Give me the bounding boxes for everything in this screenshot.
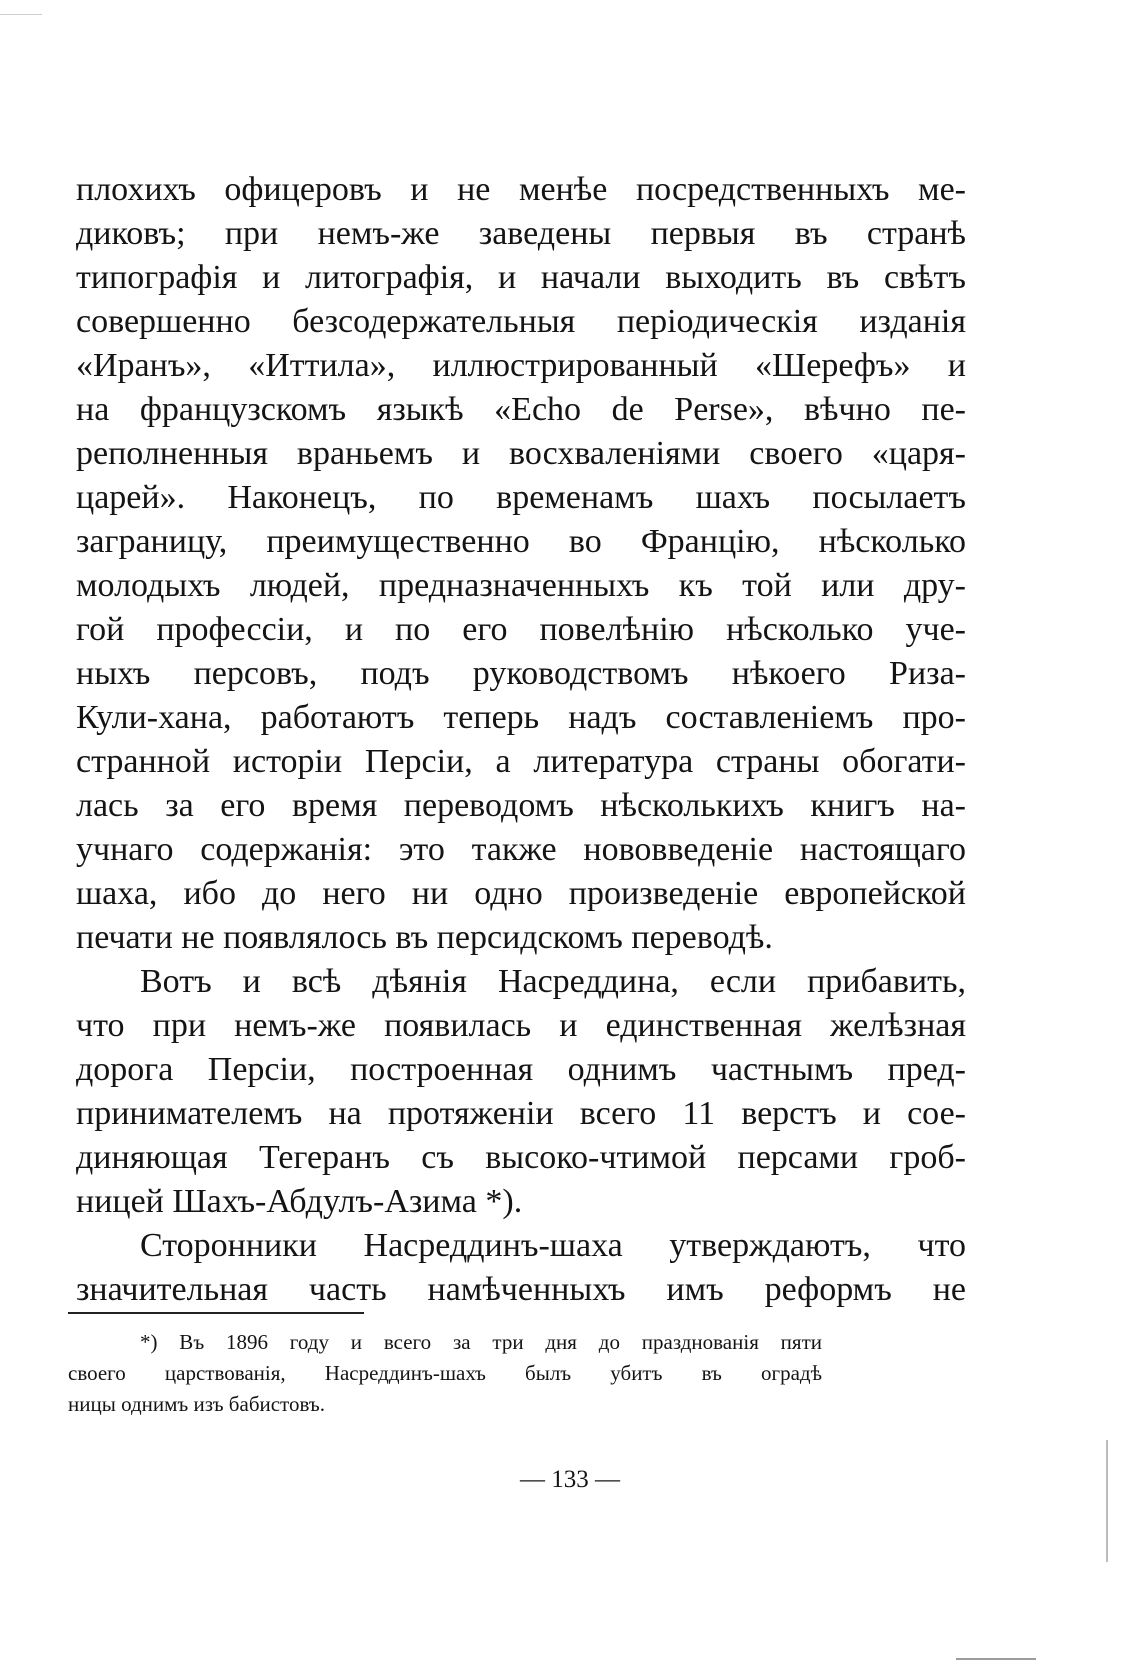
footnote [68,1327,822,1420]
body-line: что при немъ-же появилась и единственная желѣзная [76,1007,966,1044]
body-line: шаха, ибо до него ни одно произведеніе европейской [76,875,966,912]
body-line: молодыхъ людей, предназначенныхъ къ той или дру- [76,567,966,604]
body-line: гой профессіи, и по его повелѣнію нѣсколько уче- [76,611,966,648]
body-line: печати не появлялось въ персидскомъ переводѣ. [76,919,773,956]
footnote-line: ницы однимъ изъ бабистовъ. [68,1392,325,1416]
footnote-line: своего царствованія, Насреддинъ-шахъ былъ убитъ въ оградѣ [68,1361,822,1385]
body-line: плохихъ офицеровъ и не менѣе посредственныхъ ме- [76,171,966,208]
body-line: ныхъ персовъ, подъ руководствомъ нѣкоего Риза- [76,655,966,692]
body-line: дорога Персіи, построенная однимъ частнымъ пред- [76,1051,966,1088]
body-line: на французскомъ языкѣ «Echo de Perse», вѣчно пе- [76,391,966,428]
page-number: — 133 — [520,1466,620,1493]
body-line: странной исторіи Персіи, а литература страны обогати- [76,743,966,780]
scan-corner-mark [0,0,42,15]
body-line: реполненныя враньемъ и восхваленіями своего «царя- [76,435,966,472]
body-line: значительная часть намѣченныхъ имъ реформъ не [76,1271,966,1308]
scan-edge-mark [1106,1440,1108,1562]
body-line: ницей Шахъ-Абдулъ-Азима *). [76,1183,523,1220]
body-line: царей». Наконецъ, по временамъ шахъ посылаетъ [76,479,966,516]
body-line: Сторонники Насреддинъ-шаха утверждаютъ, что [140,1227,966,1264]
body-line: заграницу, преимущественно во Францію, нѣсколько [76,523,966,560]
body-line: лась за его время переводомъ нѣсколькихъ книгъ на- [76,787,966,824]
body-line: принимателемъ на протяженіи всего 11 верстъ и сое- [76,1095,966,1132]
body-line: «Иранъ», «Иттила», иллюстрированный «Шерефъ» и [76,347,966,384]
body-text [76,168,966,1312]
body-line: Вотъ и всѣ дѣянія Насреддина, если прибавить, [140,963,966,1000]
body-line: учнаго содержанія: это также нововведеніе настоящаго [76,831,966,868]
body-line: совершенно безсодержательныя періодическія изданія [76,303,966,340]
body-line: диковъ; при немъ-же заведены первыя въ странѣ [76,215,966,252]
body-line: диняющая Тегеранъ съ высоко-чтимой персами гроб- [76,1139,966,1176]
body-line: Кули-хана, работаютъ теперь надъ составленіемъ про- [76,699,966,736]
body-line: типографія и литографія, и начали выходить въ свѣтъ [76,259,966,296]
footnote-line: *) Въ 1896 году и всего за три дня до празднованія пяти [140,1330,822,1354]
footnote-divider [68,1312,364,1314]
scan-bottom-mark [956,1658,1036,1660]
